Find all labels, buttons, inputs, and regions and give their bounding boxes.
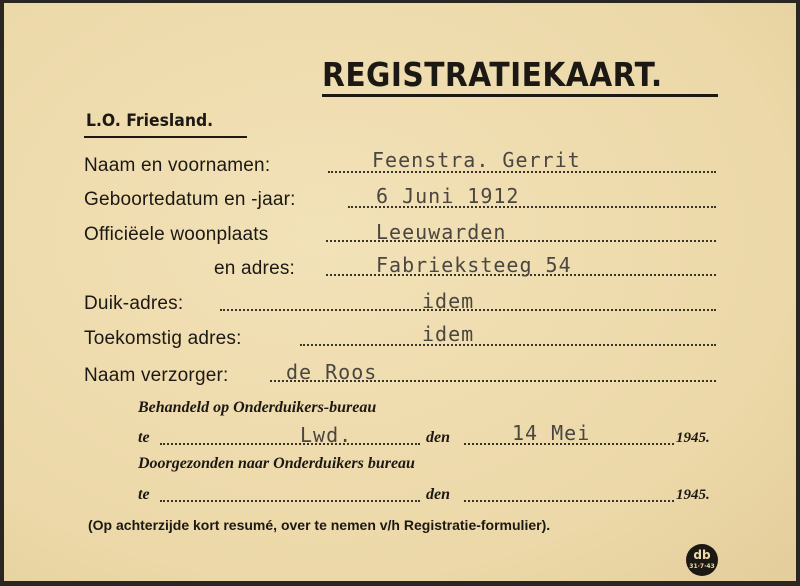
- residence-value: Leeuwarden: [376, 220, 507, 244]
- footnote: (Op achterzijde kort resumé, over te nemen v/h Registratie-formulier).: [88, 517, 551, 533]
- address-label: en adres:: [214, 258, 296, 279]
- name-value: Feenstra. Gerrit: [372, 148, 581, 172]
- logo-top-text: db: [693, 548, 711, 562]
- logo-bottom-text: 31·7·43: [689, 563, 715, 570]
- handled-year: 1945.: [676, 430, 710, 446]
- handled-te-dotted-line: [160, 443, 420, 445]
- forwarded-te-dotted-line: [160, 500, 420, 502]
- hiding-address-value: idem: [422, 289, 475, 313]
- organization-underline: [84, 136, 247, 138]
- printer-logo-icon: [686, 544, 718, 576]
- handled-te-value: Lwd.: [300, 423, 353, 447]
- residence-label: Officiëele woonplaats: [84, 224, 269, 245]
- handled-den-label: den: [426, 429, 450, 446]
- future-address-dotted-line: [300, 344, 716, 346]
- birth-value: 6 Juni 1912: [376, 184, 520, 208]
- handled-den-value: 14 Mei: [512, 421, 591, 445]
- forwarded-heading: Doorgezonden naar Onderduikers bureau: [138, 455, 415, 472]
- handled-te-label: te: [138, 429, 150, 446]
- name-label: Naam en voornamen:: [84, 155, 271, 176]
- forwarded-den-label: den: [426, 486, 450, 503]
- future-address-value: idem: [422, 322, 475, 346]
- handled-heading: Behandeld op Onderduikers-bureau: [138, 399, 377, 416]
- future-address-label: Toekomstig adres:: [84, 328, 242, 349]
- caretaker-value: de Roos: [286, 360, 378, 384]
- forwarded-year: 1945.: [676, 487, 710, 503]
- caretaker-label: Naam verzorger:: [84, 365, 229, 386]
- registration-card: [4, 3, 796, 581]
- organization-name: L.O. Friesland.: [86, 111, 214, 131]
- card-title: REGISTRATIEKAART.: [322, 55, 663, 94]
- title-underline: [322, 94, 718, 97]
- birth-label: Geboortedatum en -jaar:: [84, 189, 296, 210]
- address-value: Fabrieksteeg 54: [376, 253, 572, 277]
- forwarded-te-label: te: [138, 486, 150, 503]
- hiding-address-label: Duik-adres:: [84, 293, 184, 314]
- forwarded-den-dotted-line: [464, 500, 674, 502]
